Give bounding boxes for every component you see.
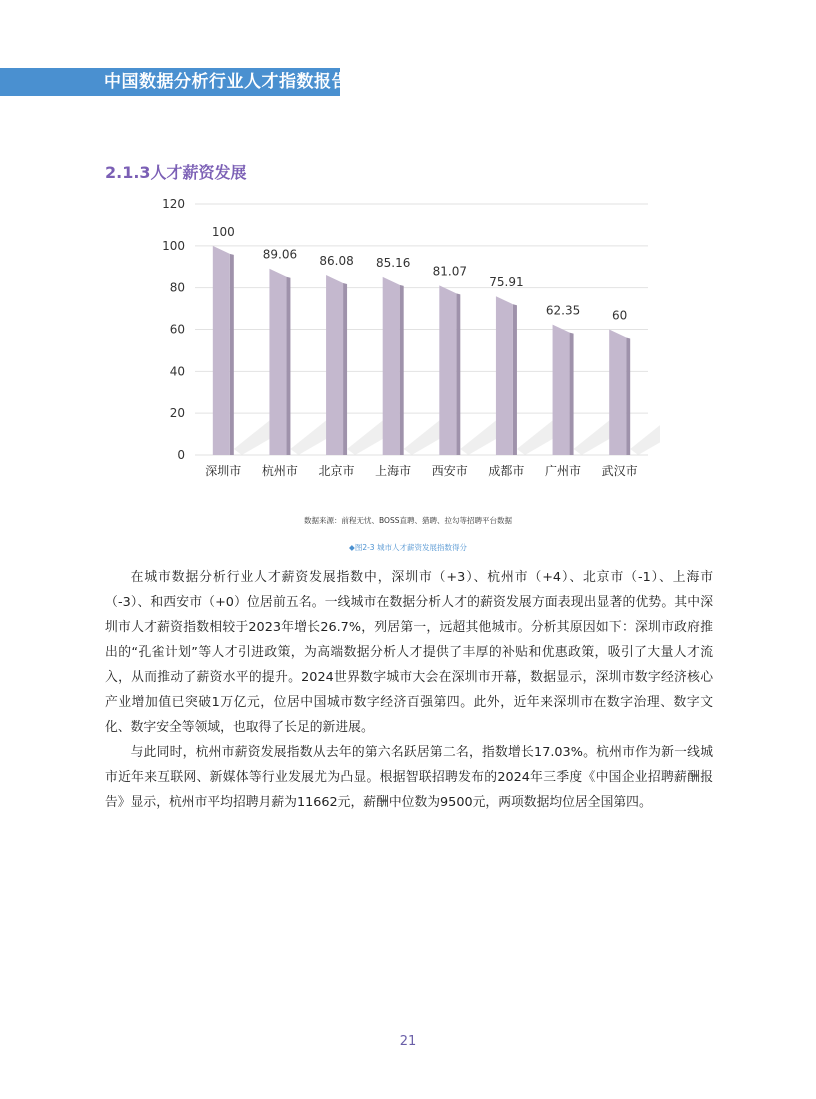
x-tick-label: 深圳市: [205, 464, 242, 478]
paragraph-2: 与此同时，杭州市薪资发展指数从去年的第六名跃居第二名，指数增长17.03%。杭州市作为新一线城市近年来互联网、新媒体等行业发展尤为凸显。根据智联招聘发布的2024年三季度《中国企业招聘薪酬报告》显示，杭州市平均招聘月薪为11662元，薪酬中位数为9500元，两项数据均位居全国第四。: [105, 745, 713, 810]
y-tick-label: 20: [169, 406, 185, 421]
x-tick-label: 北京市: [318, 464, 355, 478]
bar-side: [400, 285, 404, 455]
data-label: 100: [211, 224, 235, 239]
chart-x-axis-ticks: [205, 463, 637, 478]
bar-西安市: [439, 285, 456, 455]
bar-北京市: [326, 275, 343, 455]
salary-index-bar-chart: [150, 190, 660, 490]
y-tick-label: 120: [162, 197, 185, 211]
x-tick-label: 西安市: [431, 464, 468, 478]
data-label: 86.08: [319, 253, 354, 268]
bar-side: [456, 293, 460, 455]
x-tick-label: 广州市: [545, 464, 582, 478]
y-tick-label: 0: [177, 448, 185, 462]
data-label: 81.07: [432, 264, 467, 279]
chart-source-note: 数据来源：前程无忧、BOSS直聘、猎聘、拉勾等招聘平台数据: [304, 516, 512, 525]
bar-深圳市: [213, 246, 230, 455]
y-tick-label: 100: [162, 238, 185, 253]
page-number: 21: [399, 1034, 417, 1049]
y-tick-label: 40: [169, 364, 185, 379]
x-tick-label: 武汉市: [601, 464, 638, 478]
bar-上海市: [383, 277, 400, 455]
bar-side: [513, 304, 517, 455]
x-tick-label: 上海市: [375, 464, 412, 478]
bar-side: [570, 333, 574, 455]
data-label: 85.16: [376, 255, 411, 270]
paragraph-1: 在城市数据分析行业人才薪资发展指数中，深圳市（+3）、杭州市（+4）、北京市（-1）、上海市（-3）、和西安市（+0）位居前五名。一线城市在数据分析人才的薪资发展方面表现出显著的优势。其中深圳市人才薪资指数相较于2023年增长26.7%，列居第一，远超其他城市。分析其原因如下：深圳市政府推出的“孔雀计划”等人才引进政策，为高端数据分析人才提供了丰厚的补贴和优惠政策，吸引了大量人才流入，从而推动了薪资水平的提升。2024世界数字城市大会在深圳市开幕，数据显示，深圳市数字经济核心产业增加值已突破1万亿元，位居中国城市数字经济百强第四。此外，近年来深圳市在数字治理、数字文化、数字安全等领域，也取得了长足的新进展。: [105, 570, 713, 735]
data-label: 75.91: [489, 275, 524, 290]
bar-side: [230, 254, 234, 455]
y-tick-label: 80: [169, 280, 185, 295]
chart-y-axis-ticks: [162, 197, 185, 462]
data-label: 60: [612, 308, 628, 323]
x-tick-label: 杭州市: [261, 464, 298, 478]
bar-广州市: [553, 325, 570, 455]
data-label: 89.06: [262, 247, 298, 262]
chart-gridlines: [195, 204, 648, 455]
bar-side: [626, 338, 630, 456]
section-title: 2.1.3人才薪资发展: [105, 163, 247, 182]
chart-bars: [213, 246, 630, 455]
data-label: 62.35: [545, 303, 581, 318]
chart-caption: ◆图2-3 城市人才薪资发展指数得分: [349, 543, 467, 552]
bar-side: [286, 277, 290, 455]
report-title-banner: 中国数据分析行业人才指数报告: [0, 68, 340, 96]
bar-成都市: [496, 296, 513, 455]
x-tick-label: 成都市: [488, 464, 525, 478]
bar-shadow: [630, 417, 660, 455]
bar-side: [343, 283, 347, 455]
bar-武汉市: [609, 330, 626, 456]
bar-杭州市: [269, 269, 286, 455]
body-text: [105, 565, 713, 815]
y-tick-label: 60: [169, 322, 185, 337]
